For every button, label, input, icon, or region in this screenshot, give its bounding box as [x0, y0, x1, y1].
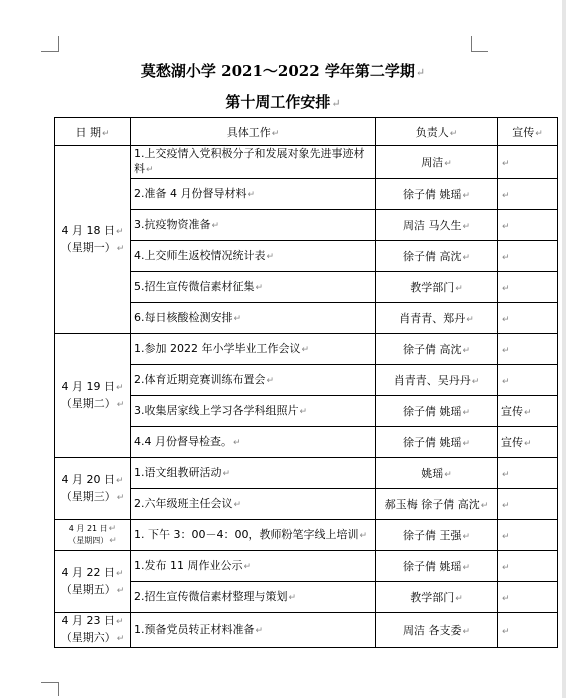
publicity-text: 宣传 — [501, 405, 523, 418]
weekday-text: （星期三） — [60, 489, 116, 503]
person-text: 肖青青、吴丹丹 — [393, 374, 471, 387]
task-cell[interactable] — [131, 365, 376, 396]
task-text: 2.招生宣传微信素材整理与策划 — [134, 589, 288, 603]
publicity-text: 宣传 — [501, 436, 523, 449]
task-text: 1.上交疫情入党积极分子和发展对象先进事迹材料 — [134, 147, 365, 175]
table-row — [55, 303, 558, 334]
paragraph-mark-icon: ↵ — [524, 408, 532, 418]
publicity-cell[interactable] — [498, 241, 558, 272]
schedule-table — [54, 117, 558, 648]
person-cell[interactable] — [376, 520, 498, 551]
table-row — [55, 210, 558, 241]
paragraph-mark-icon: ↵ — [502, 314, 510, 325]
person-text: 周洁 各支委 — [402, 624, 462, 637]
paragraph-mark-icon: ↵ — [288, 592, 297, 603]
date-cell[interactable] — [55, 458, 131, 520]
publicity-cell[interactable] — [498, 146, 558, 179]
table-row — [55, 613, 558, 648]
date-text: 4 月 20 日 — [61, 472, 115, 486]
person-text: 教学部门 — [410, 281, 455, 294]
paragraph-mark-icon: ↵ — [502, 500, 510, 511]
publicity-cell[interactable] — [498, 613, 558, 648]
table-row — [55, 489, 558, 520]
date-text: 4 月 18 日 — [61, 223, 115, 237]
weekday-text: （星期六） — [60, 631, 116, 644]
paragraph-mark-icon: ↵ — [115, 226, 124, 237]
person-text: 徐子倩 高沈 — [402, 250, 462, 263]
document-title[interactable] — [0, 60, 566, 81]
header-date[interactable]: 日 期↵ — [55, 118, 131, 146]
paragraph-mark-icon: ↵ — [115, 617, 124, 627]
header-task[interactable]: 具体工作↵ — [131, 118, 376, 146]
person-cell[interactable] — [376, 458, 498, 489]
date-text: 4 月 21 日 — [68, 524, 108, 533]
date-text: 4 月 19 日 — [61, 379, 115, 393]
paragraph-mark-icon: ↵ — [116, 634, 125, 644]
paragraph-mark-icon: ↵ — [116, 492, 125, 503]
person-cell[interactable] — [376, 551, 498, 582]
task-text: 5.招生宣传微信素材征集 — [134, 279, 255, 293]
paragraph-mark-icon: ↵ — [255, 625, 264, 636]
table-header-row — [55, 118, 558, 146]
person-text: 姚瑶 — [421, 467, 444, 480]
task-cell[interactable] — [131, 303, 376, 334]
paragraph-mark-icon: ↵ — [247, 189, 256, 200]
person-text: 肖青青、郑丹 — [399, 312, 466, 325]
person-cell[interactable] — [376, 489, 498, 520]
person-cell[interactable] — [376, 303, 498, 334]
person-text: 周洁 马久生 — [402, 219, 462, 232]
person-text: 周洁 — [421, 156, 444, 169]
paragraph-mark-icon: ↵ — [116, 585, 125, 596]
paragraph-mark-icon: ↵ — [108, 524, 117, 534]
paragraph-mark-icon: ↵ — [524, 439, 532, 449]
paragraph-mark-icon: ↵ — [502, 221, 510, 232]
task-cell[interactable] — [131, 582, 376, 613]
person-cell[interactable] — [376, 179, 498, 210]
paragraph-mark-icon: ↵ — [266, 375, 275, 386]
weekday-text: （星期四） — [68, 536, 109, 545]
paragraph-mark-icon: ↵ — [502, 345, 510, 356]
person-cell[interactable] — [376, 365, 498, 396]
date-text: 4 月 22 日 — [61, 565, 115, 579]
task-cell[interactable] — [131, 427, 376, 458]
task-text: 1.参加 2022 年小学毕业工作会议 — [134, 341, 301, 355]
paragraph-mark-icon: ↵ — [233, 313, 242, 324]
person-cell[interactable] — [376, 241, 498, 272]
paragraph-mark-icon: ↵ — [116, 243, 125, 254]
header-publicity[interactable]: 宣传↵ — [498, 118, 558, 146]
paragraph-mark-icon: ↵ — [444, 159, 452, 169]
paragraph-mark-icon: ↵ — [502, 158, 510, 169]
task-text: 1.发布 11 周作业公示 — [134, 558, 243, 572]
date-text: 4 月 23 日 — [61, 614, 115, 627]
task-text: 1.预备党员转正材料准备 — [134, 622, 255, 636]
paragraph-mark-icon: ↵ — [255, 282, 264, 293]
paragraph-mark-icon: ↵ — [462, 627, 471, 637]
paragraph-mark-icon: ↵ — [502, 252, 510, 263]
task-text: 6.每日核酸检测安排 — [134, 310, 233, 324]
publicity-cell[interactable] — [498, 365, 558, 396]
paragraph-mark-icon: ↵ — [471, 377, 480, 387]
weekday-text: （星期二） — [60, 396, 116, 410]
paragraph-mark-icon: ↵ — [466, 315, 474, 325]
publicity-cell[interactable] — [498, 303, 558, 334]
task-cell[interactable] — [131, 179, 376, 210]
paragraph-mark-icon: ↵ — [299, 406, 308, 417]
paragraph-mark-icon: ↵ — [535, 128, 543, 139]
table-row — [55, 458, 558, 489]
date-cell[interactable] — [55, 146, 131, 334]
person-cell[interactable] — [376, 396, 498, 427]
paragraph-mark-icon: ↵ — [502, 376, 510, 387]
date-cell[interactable] — [55, 520, 131, 551]
header-person[interactable]: 负责人↵ — [376, 118, 498, 146]
paragraph-mark-icon: ↵ — [331, 97, 341, 110]
paragraph-mark-icon: ↵ — [301, 344, 310, 355]
paragraph-mark-icon: ↵ — [266, 251, 275, 262]
weekday-text: （星期一） — [60, 240, 116, 254]
person-text: 徐子倩 姚瑶 — [402, 560, 462, 573]
paragraph-mark-icon: ↵ — [462, 408, 471, 418]
person-cell[interactable] — [376, 582, 498, 613]
document-title-text: 莫愁湖小学 2021～2022 学年第二学期 — [140, 62, 415, 80]
paragraph-mark-icon: ↵ — [480, 501, 489, 511]
person-cell[interactable] — [376, 427, 498, 458]
paragraph-mark-icon: ↵ — [462, 253, 471, 263]
paragraph-mark-icon: ↵ — [271, 128, 280, 139]
table-row — [55, 334, 558, 365]
document-subtitle-text: 第十周工作安排 — [225, 93, 331, 111]
paragraph-mark-icon: ↵ — [502, 562, 510, 573]
task-cell[interactable] — [131, 489, 376, 520]
table-row — [55, 365, 558, 396]
publicity-cell[interactable] — [498, 179, 558, 210]
publicity-cell[interactable] — [498, 210, 558, 241]
paragraph-mark-icon: ↵ — [462, 191, 471, 201]
paragraph-mark-icon: ↵ — [502, 469, 510, 480]
paragraph-mark-icon: ↵ — [146, 165, 154, 175]
paragraph-mark-icon: ↵ — [115, 382, 124, 393]
task-text: 2.体育近期竞赛训练布置会 — [134, 372, 266, 386]
task-cell[interactable] — [131, 272, 376, 303]
table-row — [55, 146, 558, 179]
publicity-cell[interactable] — [498, 396, 558, 427]
publicity-cell[interactable] — [498, 427, 558, 458]
task-cell[interactable] — [131, 551, 376, 582]
table-row — [55, 427, 558, 458]
paragraph-mark-icon: ↵ — [233, 499, 242, 510]
paragraph-mark-icon: ↵ — [109, 536, 117, 546]
paragraph-mark-icon: ↵ — [502, 593, 510, 604]
publicity-cell[interactable] — [498, 489, 558, 520]
paragraph-mark-icon: ↵ — [233, 437, 241, 448]
table-row — [55, 396, 558, 427]
table-row — [55, 272, 558, 303]
paragraph-mark-icon: ↵ — [359, 530, 368, 541]
table-row — [55, 241, 558, 272]
task-text: 2.准备 4 月份督导材料 — [134, 186, 247, 200]
task-cell[interactable] — [131, 241, 376, 272]
table-row — [55, 179, 558, 210]
publicity-cell[interactable] — [498, 520, 558, 551]
publicity-cell[interactable] — [498, 272, 558, 303]
publicity-cell[interactable] — [498, 458, 558, 489]
paragraph-mark-icon: ↵ — [415, 66, 426, 79]
task-cell[interactable] — [131, 613, 376, 648]
person-cell[interactable] — [376, 272, 498, 303]
paragraph-mark-icon: ↵ — [462, 563, 471, 573]
task-cell[interactable] — [131, 458, 376, 489]
person-text: 徐子倩 姚瑶 — [402, 436, 462, 449]
paragraph-mark-icon: ↵ — [462, 346, 471, 356]
date-cell[interactable] — [55, 334, 131, 458]
table-row — [55, 520, 558, 551]
paragraph-mark-icon: ↵ — [116, 399, 125, 410]
publicity-cell[interactable] — [498, 582, 558, 613]
task-text: 4.上交师生返校情况统计表 — [134, 248, 266, 262]
person-cell[interactable] — [376, 334, 498, 365]
date-cell[interactable] — [55, 613, 131, 648]
person-cell[interactable] — [376, 613, 498, 648]
publicity-cell[interactable] — [498, 334, 558, 365]
document-subtitle[interactable] — [0, 91, 566, 112]
paragraph-mark-icon: ↵ — [211, 220, 220, 231]
paragraph-mark-icon: ↵ — [449, 128, 458, 139]
task-text: 2.六年级班主任会议 — [134, 496, 233, 510]
task-cell[interactable] — [131, 396, 376, 427]
person-text: 教学部门 — [410, 591, 455, 604]
paragraph-mark-icon: ↵ — [115, 475, 124, 486]
task-cell[interactable] — [131, 334, 376, 365]
person-cell[interactable] — [376, 146, 498, 179]
weekday-text: （星期五） — [60, 582, 116, 596]
paragraph-mark-icon: ↵ — [115, 568, 124, 579]
task-text: 1.语文组教研活动 — [134, 465, 222, 479]
paragraph-mark-icon: ↵ — [462, 532, 471, 542]
publicity-cell[interactable] — [498, 551, 558, 582]
person-text: 徐子倩 姚瑶 — [402, 405, 462, 418]
task-text: 3.抗疫物资准备 — [134, 217, 211, 231]
paragraph-mark-icon: ↵ — [502, 531, 510, 542]
task-cell[interactable] — [131, 210, 376, 241]
paragraph-mark-icon: ↵ — [502, 190, 510, 201]
paragraph-mark-icon: ↵ — [444, 470, 452, 480]
person-text: 徐子倩 王强 — [402, 529, 462, 542]
task-text: 1. 下午 3：00－4：00，教师粉笔字线上培训 — [134, 527, 359, 541]
table-row — [55, 582, 558, 613]
person-text: 徐子倩 高沈 — [402, 343, 462, 356]
date-cell[interactable] — [55, 551, 131, 613]
paragraph-mark-icon: ↵ — [455, 284, 463, 294]
paragraph-mark-icon: ↵ — [462, 439, 471, 449]
person-text: 郝玉梅 徐子倩 高沈 — [384, 498, 480, 511]
table-row — [55, 551, 558, 582]
paragraph-mark-icon: ↵ — [502, 626, 510, 637]
task-cell[interactable] — [131, 146, 376, 179]
paragraph-mark-icon: ↵ — [101, 128, 110, 139]
paragraph-mark-icon: ↵ — [502, 283, 510, 294]
paragraph-mark-icon: ↵ — [243, 561, 252, 572]
person-text: 徐子倩 姚瑶 — [402, 188, 462, 201]
person-cell[interactable] — [376, 210, 498, 241]
task-text: 4.4 月份督导检查。 — [134, 434, 232, 448]
paragraph-mark-icon: ↵ — [455, 594, 463, 604]
task-text: 3.收集居家线上学习各学科组照片 — [134, 403, 299, 417]
paragraph-mark-icon: ↵ — [222, 468, 231, 479]
paragraph-mark-icon: ↵ — [462, 222, 471, 232]
task-cell[interactable] — [131, 520, 376, 551]
